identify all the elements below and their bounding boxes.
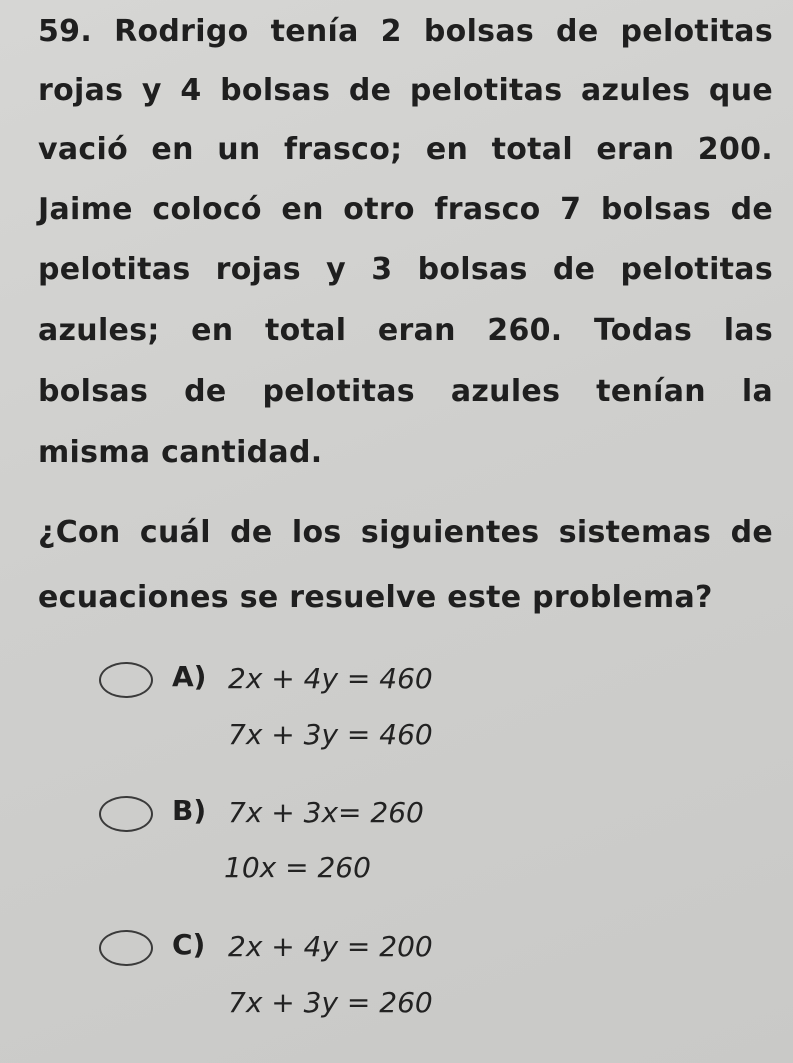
option-c-label: C) — [172, 928, 206, 961]
question-line-2: ecuaciones se resuelve este problema? — [38, 580, 713, 615]
problem-line-8: misma cantidad. — [38, 435, 323, 470]
option-a-equation-2: 7x + 3y = 460 — [228, 718, 433, 751]
option-b-equation-2: 10x = 260 — [224, 851, 371, 884]
option-c-radio[interactable] — [99, 930, 153, 966]
problem-line-3: vació en un frasco; en total eran 200. — [38, 132, 773, 167]
option-b-label: B) — [172, 794, 207, 827]
problem-line-2: rojas y 4 bolsas de pelotitas azules que — [38, 73, 773, 108]
problem-line-6: azules; en total eran 260. Todas las — [38, 313, 773, 348]
problem-line-1: 59. Rodrigo tenía 2 bolsas de pelotitas — [38, 14, 773, 49]
option-c-equation-2: 7x + 3y = 260 — [228, 986, 433, 1019]
problem-line-7: bolsas de pelotitas azules tenían la — [38, 374, 773, 409]
option-a-radio[interactable] — [99, 662, 153, 698]
question-line-1: ¿Con cuál de los siguientes sistemas de — [38, 515, 773, 550]
problem-line-4: Jaime colocó en otro frasco 7 bolsas de — [38, 192, 773, 227]
option-a-equation-1: 2x + 4y = 460 — [228, 662, 433, 695]
option-b-equation-1: 7x + 3x= 260 — [228, 796, 424, 829]
option-c-equation-1: 2x + 4y = 200 — [228, 930, 433, 963]
option-b-radio[interactable] — [99, 796, 153, 832]
problem-line-5: pelotitas rojas y 3 bolsas de pelotitas — [38, 252, 773, 287]
option-a-label: A) — [172, 660, 207, 693]
